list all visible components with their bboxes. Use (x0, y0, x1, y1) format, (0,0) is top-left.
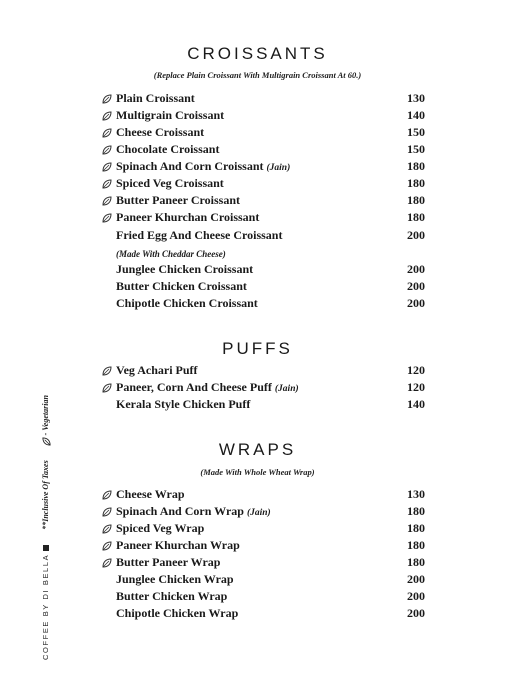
egg-croissant-note: (Made With Cheddar Cheese) (116, 249, 226, 259)
item-name (116, 380, 299, 395)
item-price: 200 (407, 228, 425, 242)
item-name (116, 363, 198, 378)
leaf-icon (102, 179, 112, 189)
leaf-icon (102, 507, 112, 517)
tax-note: **Inclusive Of Taxes (41, 460, 50, 530)
menu-item (100, 159, 425, 176)
item-name (116, 125, 204, 140)
item-name (116, 159, 290, 174)
item-price: 180 (407, 210, 425, 224)
item-name (116, 487, 185, 502)
item-name (116, 262, 253, 277)
croissants-title: CROISSANTS (187, 44, 328, 63)
item-name (116, 521, 204, 536)
item-name (116, 538, 240, 553)
item-name-text: Spiced Veg Croissant (116, 176, 224, 190)
menu-item (100, 279, 425, 296)
wraps-title: WRAPS (218, 440, 297, 459)
item-name (116, 108, 224, 123)
item-price: 180 (407, 159, 425, 173)
leaf-icon (102, 94, 112, 104)
menu-item (100, 555, 425, 572)
item-price: 150 (407, 125, 425, 139)
leaf-icon (102, 145, 112, 155)
leaf-icon (102, 524, 112, 534)
item-name-text: Junglee Chicken Croissant (116, 262, 254, 276)
menu-item (100, 589, 425, 606)
wraps-note: (Made With Whole Wheat Wrap) (200, 467, 315, 477)
item-name (116, 210, 259, 225)
menu-item (100, 487, 425, 504)
item-name (116, 193, 240, 208)
menu-item (100, 296, 425, 313)
item-name-text: Chocolate Croissant (116, 142, 220, 156)
item-price: 120 (407, 380, 425, 394)
item-name-text: Butter Paneer Wrap (116, 555, 221, 569)
leaf-icon (102, 383, 112, 393)
item-price: 180 (407, 504, 425, 518)
item-price: 180 (407, 538, 425, 552)
puffs-title: PUFFS (222, 339, 293, 358)
item-name-text: Cheese Croissant (116, 125, 205, 139)
leaf-icon (102, 558, 112, 568)
menu-item (100, 363, 425, 380)
sidebar (41, 395, 51, 660)
leaf-icon (102, 111, 112, 121)
item-price: 200 (407, 296, 425, 310)
item-price: 120 (407, 363, 425, 377)
item-name-text: Butter Chicken Croissant (116, 279, 247, 293)
item-name-text: Paneer, Corn And Cheese Puff (116, 380, 272, 394)
menu-item (100, 521, 425, 538)
item-name (116, 279, 247, 294)
item-price: 200 (407, 572, 425, 586)
item-name-text: Kerala Style Chicken Puff (116, 397, 251, 411)
menu-item (100, 210, 425, 227)
item-name (116, 504, 271, 519)
menu-item (100, 125, 425, 142)
item-name-text: Butter Chicken Wrap (116, 589, 228, 603)
item-name (116, 555, 220, 570)
croissants-note: (Replace Plain Croissant With Multigrain Croissant At 60.) (153, 70, 362, 80)
item-name (116, 606, 238, 621)
item-price: 200 (407, 262, 425, 276)
leaf-icon (102, 366, 112, 376)
brand-name: COFFEE BY DI BELLA (41, 553, 50, 660)
menu-item (100, 397, 425, 414)
menu-item (100, 572, 425, 589)
item-name (116, 228, 282, 243)
menu-item (100, 176, 425, 193)
veg-legend: - Vegetarian (41, 395, 50, 436)
item-price: 200 (407, 589, 425, 603)
item-price: 140 (407, 108, 425, 122)
leaf-icon (102, 490, 112, 500)
item-name (116, 572, 234, 587)
item-name (116, 176, 224, 191)
item-name-text: Spinach And Corn Wrap (116, 504, 244, 518)
leaf-icon (102, 541, 112, 551)
item-price: 130 (407, 487, 425, 501)
leaf-icon (102, 162, 112, 172)
item-name (116, 296, 258, 311)
item-name-text: Chipotle Chicken Croissant (116, 296, 258, 310)
jain-tag: (Jain) (246, 508, 271, 518)
menu-item (100, 606, 425, 623)
item-name-text: Cheese Wrap (116, 487, 185, 501)
item-name-text: Paneer Khurchan Croissant (116, 210, 260, 224)
item-name (116, 397, 250, 412)
jain-tag: (Jain) (274, 384, 299, 394)
leaf-icon (102, 196, 112, 206)
item-name (116, 142, 219, 157)
item-price: 150 (407, 142, 425, 156)
item-price: 140 (407, 397, 425, 411)
leaf-icon (42, 437, 51, 446)
menu-item (100, 538, 425, 555)
item-name-text: Butter Paneer Croissant (116, 193, 240, 207)
menu-item (100, 504, 425, 521)
item-name (116, 91, 195, 106)
item-name-text: Multigrain Croissant (116, 108, 225, 122)
brand-logo-icon (43, 545, 49, 551)
item-price: 130 (407, 91, 425, 105)
item-name-text: Plain Croissant (116, 91, 195, 105)
menu-item (100, 108, 425, 125)
item-price: 200 (407, 606, 425, 620)
item-price: 180 (407, 193, 425, 207)
item-name-text: Fried Egg And Cheese Croissant (116, 228, 283, 242)
menu-item (100, 380, 425, 397)
jain-tag: (Jain) (266, 163, 291, 173)
menu-item (100, 193, 425, 210)
item-name-text: Paneer Khurchan Wrap (116, 538, 240, 552)
item-name-text: Junglee Chicken Wrap (116, 572, 234, 586)
menu-item (100, 262, 425, 279)
leaf-icon (102, 128, 112, 138)
menu-item (100, 91, 425, 108)
item-name-text: Spiced Veg Wrap (116, 521, 205, 535)
leaf-icon (102, 213, 112, 223)
item-name-text: Veg Achari Puff (116, 363, 198, 377)
item-name (116, 589, 227, 604)
menu-item (100, 228, 425, 245)
item-name-text: Spinach And Corn Croissant (116, 159, 264, 173)
item-price: 200 (407, 279, 425, 293)
menu-item (100, 142, 425, 159)
item-price: 180 (407, 521, 425, 535)
item-price: 180 (407, 555, 425, 569)
item-name-text: Chipotle Chicken Wrap (116, 606, 239, 620)
item-price: 180 (407, 176, 425, 190)
